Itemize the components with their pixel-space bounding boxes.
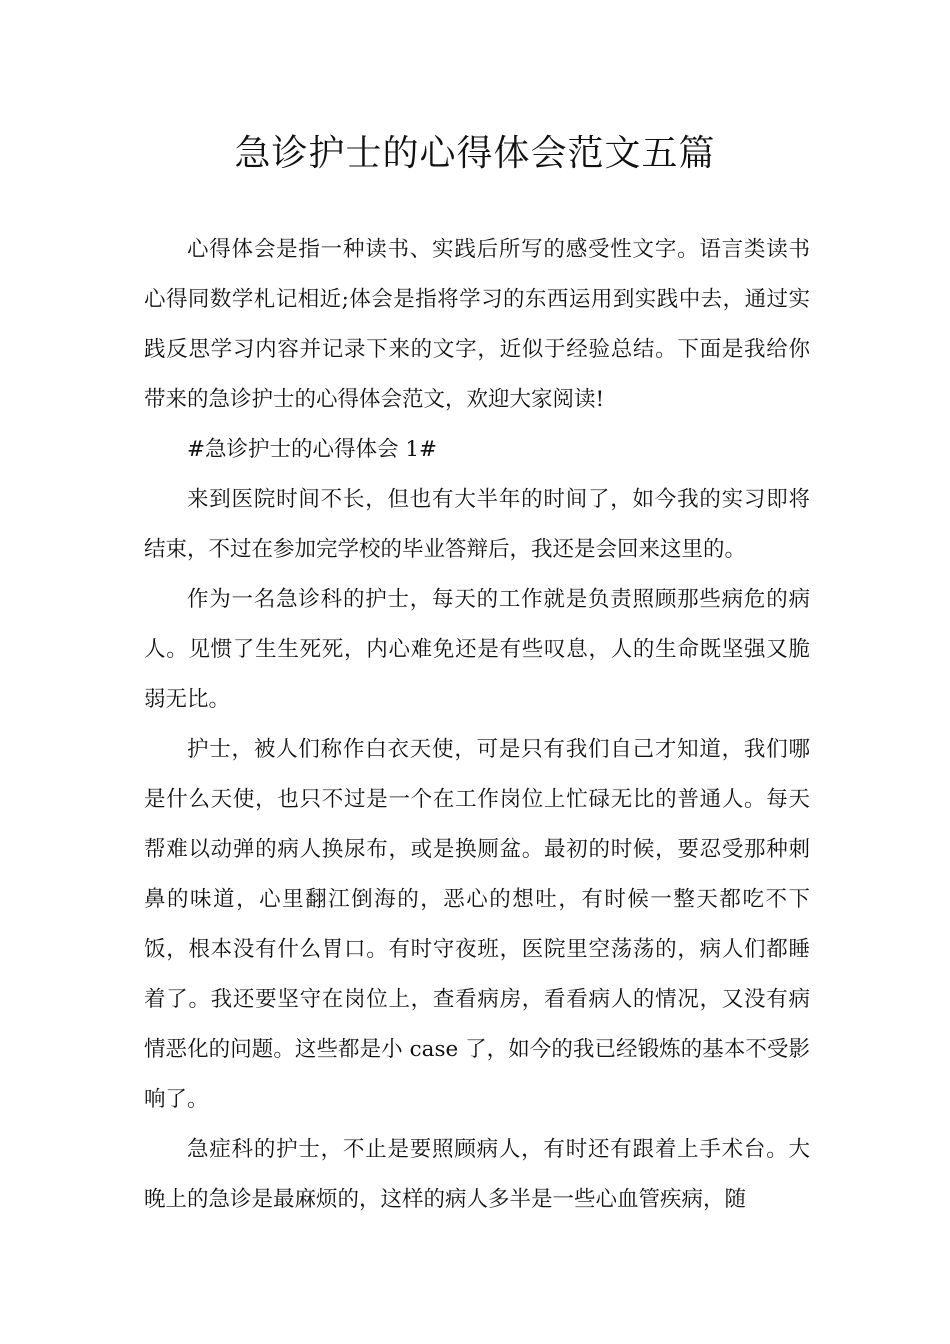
- document-title: 急诊护士的心得体会范文五篇: [234, 133, 716, 174]
- document-body: [144, 225, 810, 1225]
- paragraph: 作为一名急诊科的护士，每天的工作就是负责照顾那些病危的病人。见惯了生生死死，内心难免还是有些叹息，人的生命既坚强又脆弱无比。: [144, 587, 810, 712]
- paragraph-intro: 心得体会是指一种读书、实践后所写的感受性文字。语言类读书心得同数学札记相近;体会是指将学习的东西运用到实践中去，通过实践反思学习内容并记录下来的文字，近似于经验总结。下面是我给你带来的急诊护士的心得体会范文，欢迎大家阅读!: [144, 237, 810, 412]
- paragraph: 护士，被人们称作白衣天使，可是只有我们自己才知道，我们哪是什么天使，也只不过是一个在工作岗位上忙碌无比的普通人。每天帮难以动弹的病人换尿布，或是换厕盆。最初的时候，要忍受那种刺鼻的味道，心里翻江倒海的，恶心的想吐，有时候一整天都吃不下饭，根本没有什么胃口。有时守夜班，医院里空荡荡的，病人们都睡着了。我还要坚守在岗位上，查看病房，看看病人的情况，又没有病情恶化的问题。这些都是小 case 了，如今的我已经锻炼的基本不受影响了。: [144, 737, 810, 1112]
- paragraph: 来到医院时间不长，但也有大半年的时间了，如今我的实习即将结束，不过在参加完学校的毕业答辩后，我还是会回来这里的。: [144, 487, 810, 562]
- section-heading: #急诊护士的心得体会 1#: [187, 437, 438, 462]
- paragraph: 急症科的护士，不止是要照顾病人，有时还有跟着上手术台。大晚上的急诊是最麻烦的，这样的病人多半是一些心血管疾病，随: [144, 1137, 810, 1212]
